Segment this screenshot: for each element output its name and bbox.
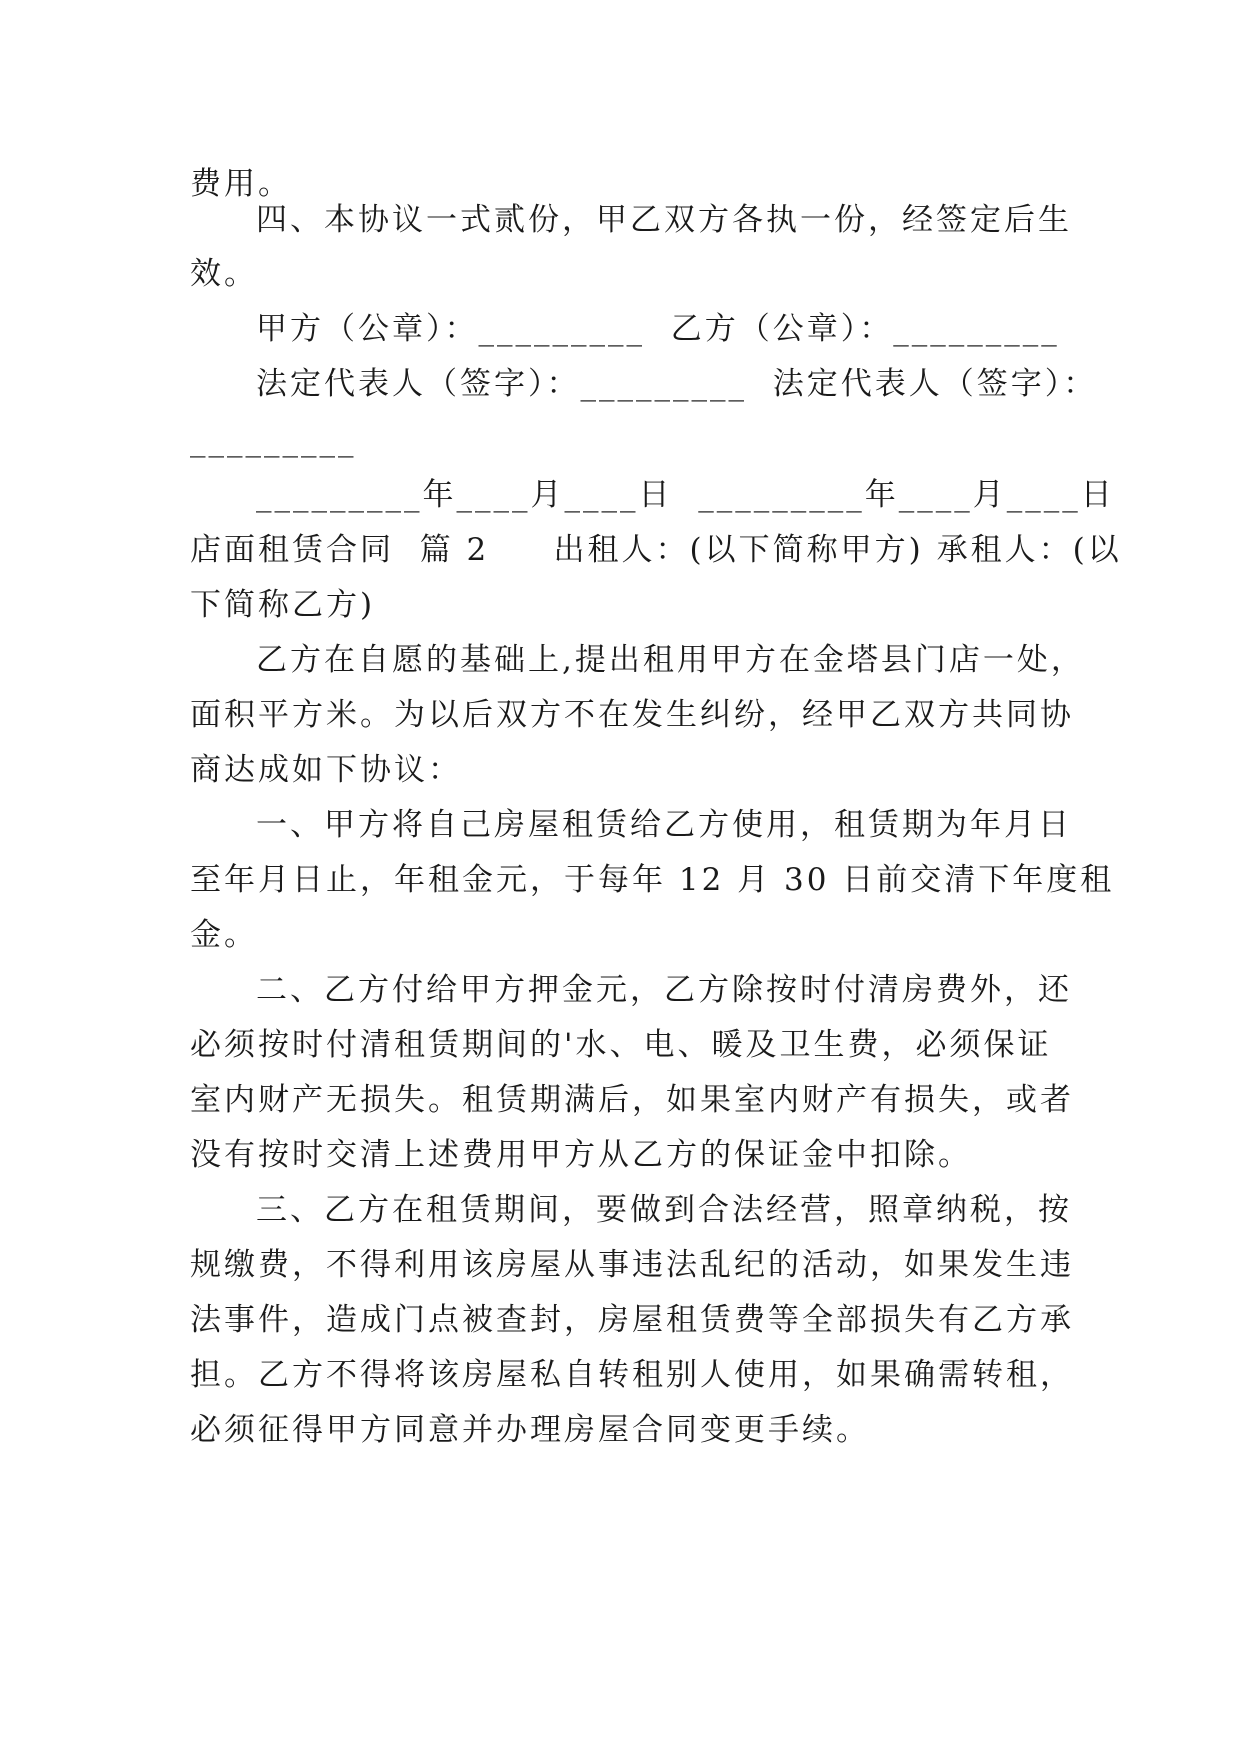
signature-line-continuation: _________	[190, 422, 357, 458]
text-line: 效。	[190, 256, 258, 292]
clause-3: 三、乙方在租赁期间，要做到合法经营，照章纳税，按	[256, 1192, 1072, 1228]
text-line: 担。乙方不得将该房屋私自转租别人使用，如果确需转租，	[190, 1357, 1074, 1393]
signature-line-representative: 法定代表人（签字）：_________ 法定代表人（签字）：	[256, 366, 1098, 402]
text-line: 室内财产无损失。租赁期满后，如果室内财产有损失，或者	[190, 1082, 1074, 1118]
text-line: 没有按时交清上述费用甲方从乙方的保证金中扣除。	[190, 1137, 972, 1173]
text-line: 至年月日止，年租金元，于每年 12 月 30 日前交清下年度租	[190, 862, 1115, 898]
text-line: 费用。	[190, 166, 292, 202]
contract-heading: 店面租赁合同 篇 2 出租人：(以下简称甲方) 承租人：(以	[190, 532, 1122, 568]
date-line: _________年____月____日 _________年____月____日	[256, 477, 1115, 513]
text-line: 下简称乙方)	[190, 587, 376, 623]
text-line: 金。	[190, 917, 258, 953]
signature-line-seal: 甲方（公章）：_________ 乙方（公章）：_________	[256, 311, 1060, 347]
text-line: 四、本协议一式贰份，甲乙双方各执一份，经签定后生	[256, 202, 1072, 238]
text-line: 面积平方米。为以后双方不在发生纠纷，经甲乙双方共同协	[190, 697, 1074, 733]
text-line: 必须征得甲方同意并办理房屋合同变更手续。	[190, 1412, 870, 1448]
text-line: 规缴费，不得利用该房屋从事违法乱纪的活动，如果发生违	[190, 1247, 1074, 1283]
text-line: 乙方在自愿的基础上,提出租用甲方在金塔县门店一处，	[256, 642, 1085, 678]
clause-2: 二、乙方付给甲方押金元，乙方除按时付清房费外，还	[256, 972, 1072, 1008]
text-line: 必须按时付清租赁期间的'水、电、暖及卫生费，必须保证	[190, 1027, 1052, 1063]
text-line: 法事件，造成门点被查封，房屋租赁费等全部损失有乙方承	[190, 1302, 1074, 1338]
clause-1: 一、甲方将自己房屋租赁给乙方使用，租赁期为年月日	[256, 807, 1072, 843]
text-line: 商达成如下协议：	[190, 752, 462, 788]
